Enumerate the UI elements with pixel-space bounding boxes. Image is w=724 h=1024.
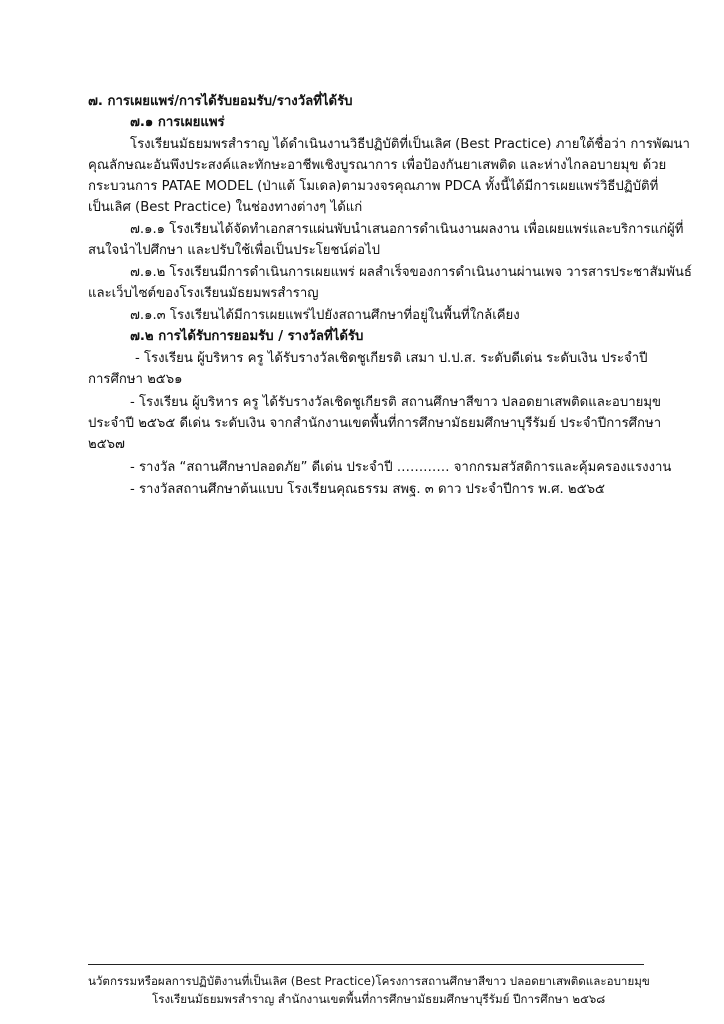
award-3: - รางวัล “สถานศึกษาปลอดภัย” ดีเด่น ประจำปี ………… จากกรมสวัสดิการและคุ้มครองแรงงาน xyxy=(130,460,672,475)
item-7-1-2-line-1: ๗.๑.๒ โรงเรียนมีการดำเนินการเผยแพร่ ผลสำเร็จของการดำเนินงานผ่านเพจ วารสารประชาสัมพันธ์ xyxy=(130,265,692,280)
item-7-1-3: ๗.๑.๓ โรงเรียนได้มีการเผยแพร่ไปยังสถานศึกษาที่อยู่ในพื้นที่ใกล้เคียง xyxy=(130,308,520,323)
intro-line-2: คุณลักษณะอันพึงประสงค์และทักษะอาชีพเชิงบูรณาการ เพื่อป้องกันยาเสพติด และห่างไกลอบายมุข ด้วย xyxy=(88,158,667,173)
subsection-heading-recognition: ๗.๒ การได้รับการยอมรับ / รางวัลที่ได้รับ xyxy=(130,329,364,344)
item-7-1-2-line-2: และเว็บไซต์ของโรงเรียนมัธยมพรสำราญ xyxy=(88,286,319,301)
footer-line-2: โรงเรียนมัธยมพรสำราญ สำนักงานเขตพื้นที่การศึกษามัธยมศึกษาบุรีรัมย์ ปีการศึกษา ๒๕๖๘ xyxy=(152,992,606,1006)
item-7-1-1-line-2: สนใจนำไปศึกษา และปรับใช้เพื่อเป็นประโยชน์ต่อไป xyxy=(88,243,380,258)
footer-divider xyxy=(88,964,644,965)
award-2-line-2: ประจำปี ๒๕๖๕ ดีเด่น ระดับเงิน จากสำนักงานเขตพื้นที่การศึกษามัธยมศึกษาบุรีรัมย์ ประจำปีการศึกษา xyxy=(88,416,662,431)
intro-line-4: เป็นเลิศ (Best Practice) ในช่องทางต่างๆ ได้แก่ xyxy=(88,200,363,215)
award-2-line-3: ๒๕๖๗ xyxy=(88,437,125,452)
footer-line-1: นวัตกรรมหรือผลการปฏิบัติงานที่เป็นเลิศ (Best Practice)โครงการสถานศึกษาสีขาว ปลอดยาเสพติดและอบายมุข xyxy=(88,974,650,988)
award-4: - รางวัลสถานศึกษาต้นแบบ โรงเรียนคุณธรรม สพฐ. ๓ ดาว ประจำปีการ พ.ศ. ๒๕๖๕ xyxy=(130,482,605,497)
award-2-line-1: - โรงเรียน ผู้บริหาร ครู ได้รับรางวัลเชิดชูเกียรติ สถานศึกษาสีขาว ปลอดยาเสพติดและอบายมุข xyxy=(130,395,662,410)
subsection-heading-dissemination: ๗.๑ การเผยแพร่ xyxy=(130,115,225,130)
intro-line-3: กระบวนการ PATAE MODEL (ป่าแต้ โมเดล)ตามวงจรคุณภาพ PDCA ทั้งนี้ได้มีการเผยแพร่วิธีปฏิบัติที่ xyxy=(88,179,659,194)
award-1-line-1: - โรงเรียน ผู้บริหาร ครู ได้รับรางวัลเชิดชูเกียรติ เสมา ป.ป.ส. ระดับดีเด่น ระดับเงิน ประจำปี xyxy=(135,351,648,366)
intro-line-1: โรงเรียนมัธยมพรสำราญ ได้ดำเนินงานวิธีปฏิบัติที่เป็นเลิศ (Best Practice) ภายใต้ชื่อว่า การพัฒนา xyxy=(130,137,690,152)
award-1-line-2: การศึกษา ๒๕๖๑ xyxy=(88,372,183,387)
item-7-1-1-line-1: ๗.๑.๑ โรงเรียนได้จัดทำเอกสารแผ่นพับนำเสนอการดำเนินงานผลงาน เพื่อเผยแพร่และบริการแก่ผู้ที่ xyxy=(130,222,684,237)
section-heading: ๗. การเผยแพร่/การได้รับยอมรับ/รางวัลที่ได้รับ xyxy=(88,94,353,109)
